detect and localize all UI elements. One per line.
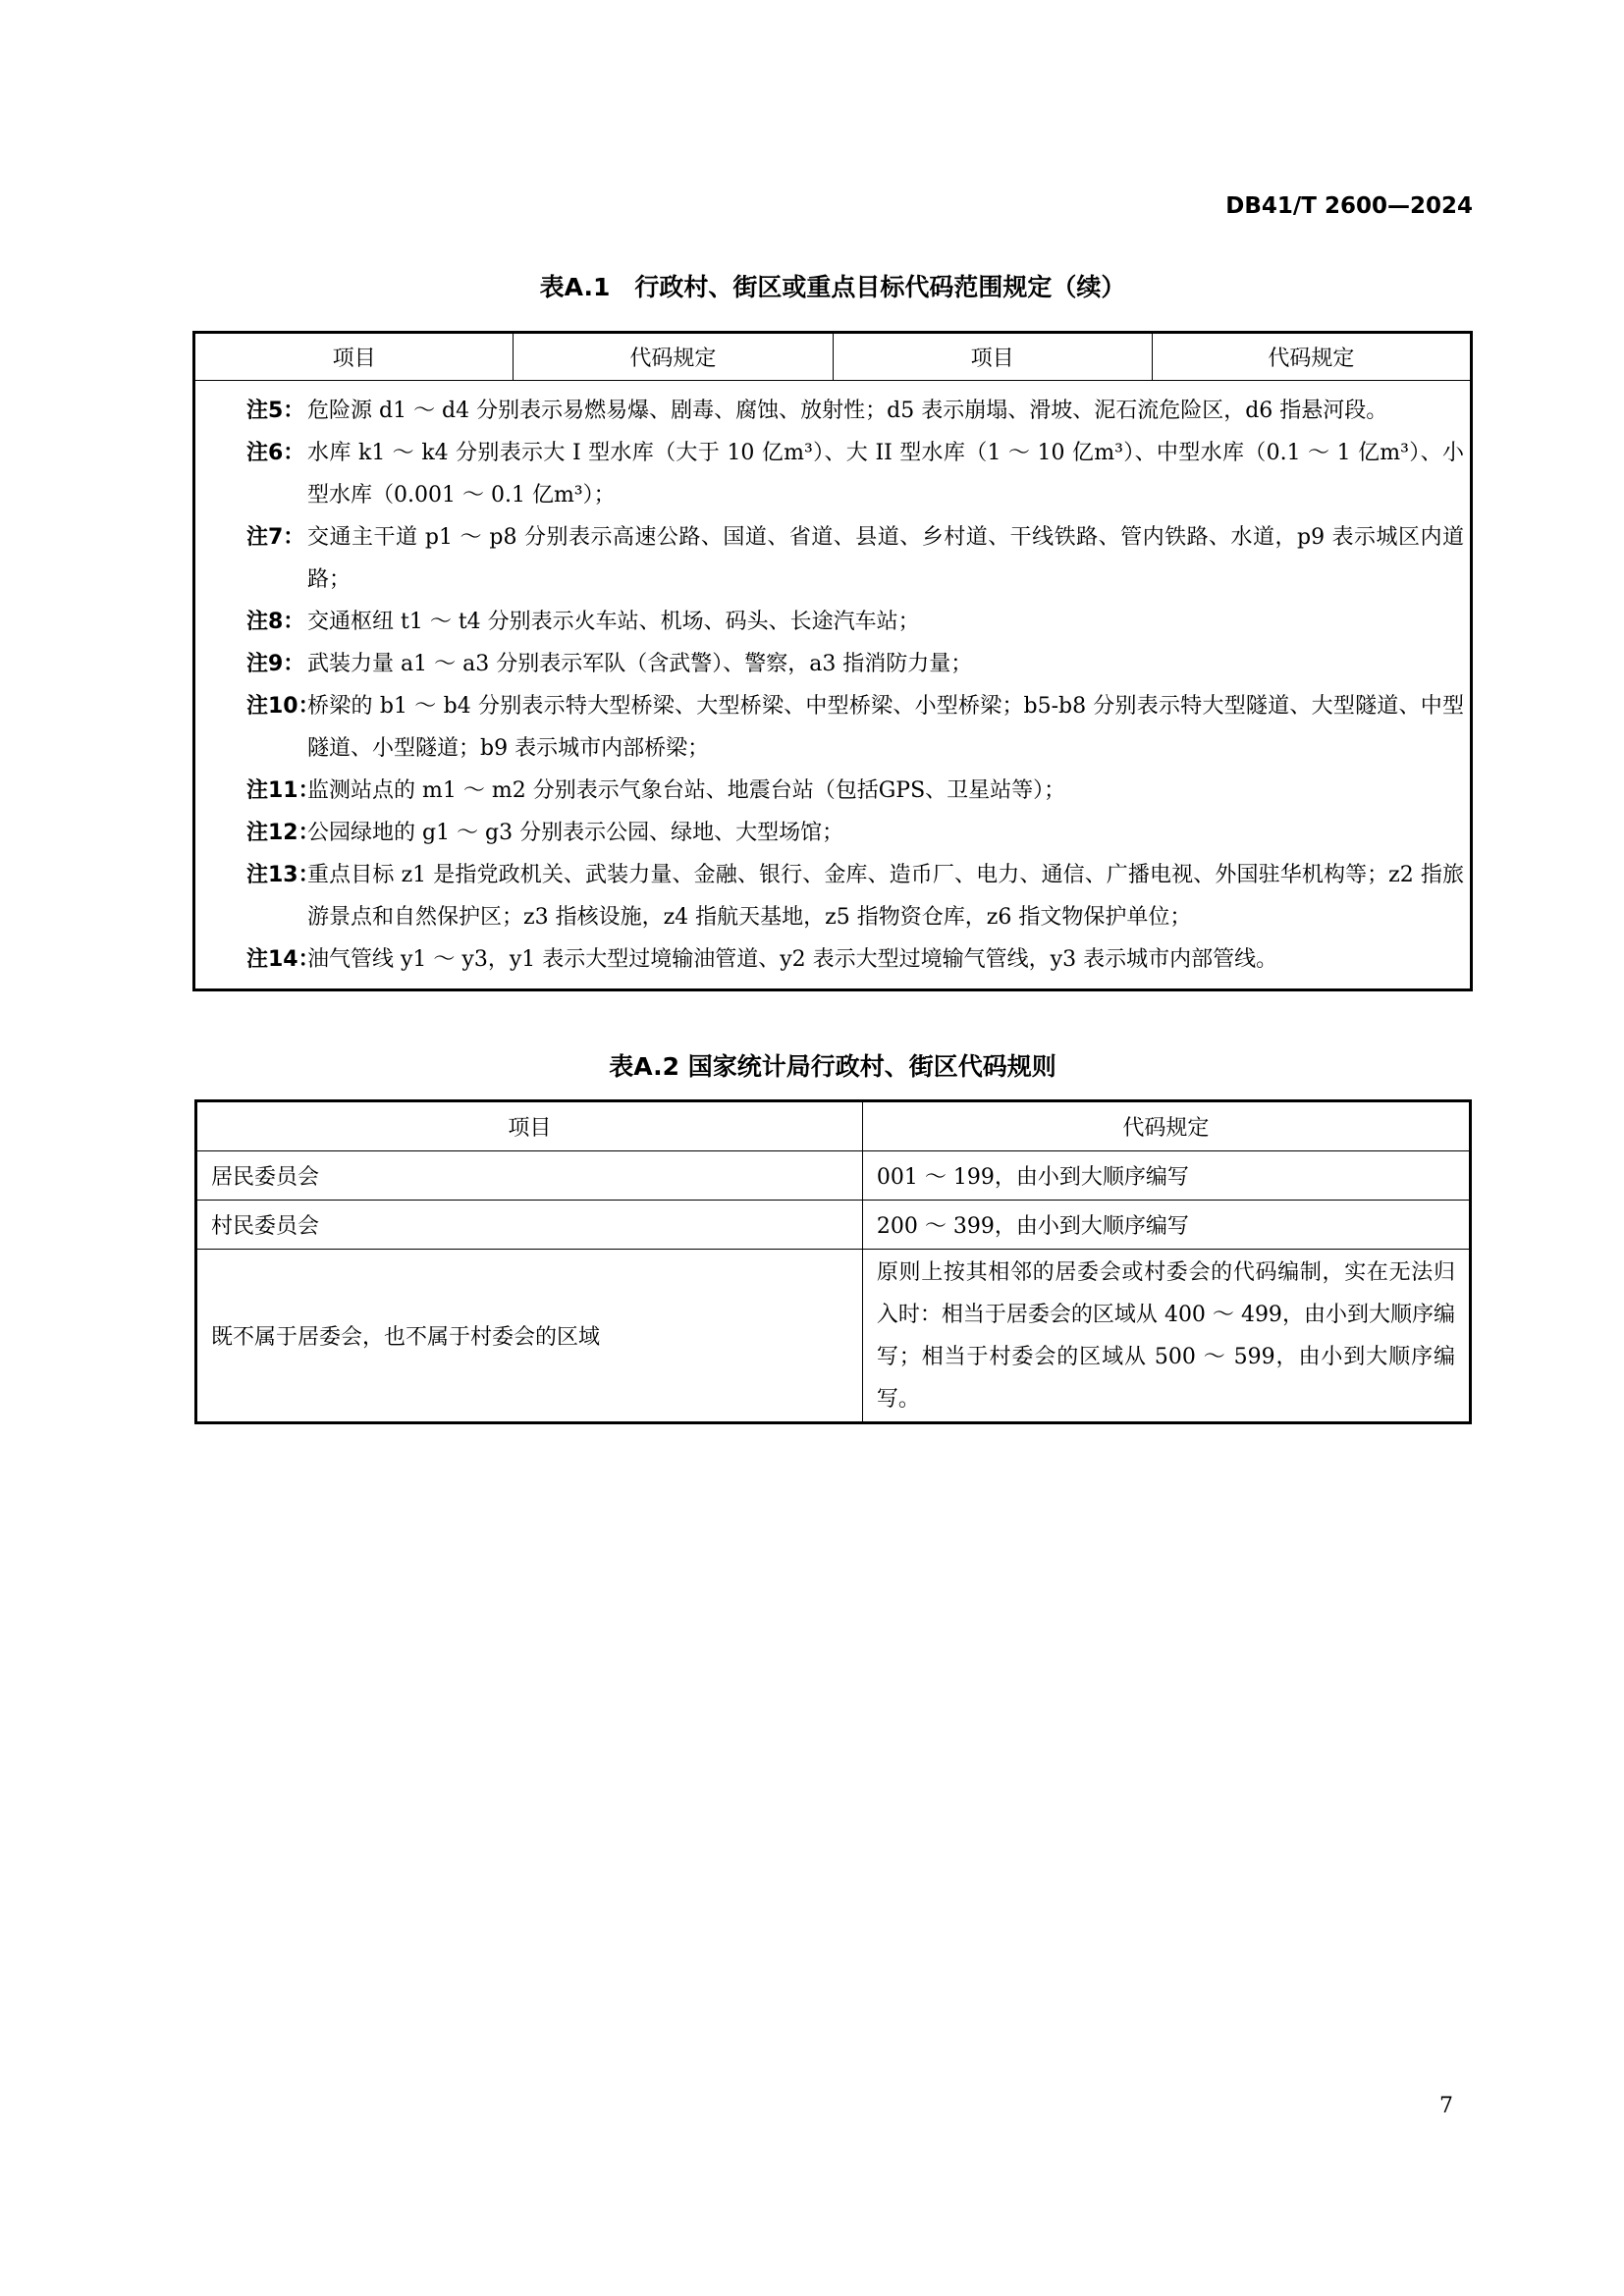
header-item: 项目 xyxy=(833,333,1152,381)
header-code-rule: 代码规定 xyxy=(514,333,833,381)
note-text: 监测站点的 m1 ～ m2 分别表示气象台站、地震台站（包括GPS、卫星站等）； xyxy=(307,778,1066,803)
note-5 xyxy=(195,390,1464,432)
header-item: 项目 xyxy=(196,1101,863,1151)
table-row xyxy=(196,1151,1471,1201)
note-8 xyxy=(195,601,1464,643)
note-label: 注14： xyxy=(246,947,320,972)
header-item: 项目 xyxy=(194,333,514,381)
notes-cell xyxy=(194,381,1472,990)
note-11 xyxy=(195,770,1464,812)
note-7 xyxy=(195,516,1464,601)
table1-caption: 表A.1 行政村、街区或重点目标代码范围规定（续） xyxy=(539,273,1126,301)
note-label: 注12： xyxy=(246,821,320,845)
row-rule: 原则上按其相邻的居委会或村委会的代码编制，实在无法归入时：相当于居委会的区域从 400 ～ 499，由小到大顺序编写；相当于村委会的区域从 500 ～ 599，由小到大顺序编写。 xyxy=(862,1250,1470,1423)
note-13 xyxy=(195,854,1464,938)
page-number: 7 xyxy=(1439,2094,1453,2118)
note-10 xyxy=(195,685,1464,770)
note-12 xyxy=(195,812,1464,854)
row-item: 既不属于居委会，也不属于村委会的区域 xyxy=(196,1250,863,1423)
row-item: 居民委员会 xyxy=(196,1151,863,1201)
note-9 xyxy=(195,643,1464,685)
header-code-rule: 代码规定 xyxy=(1152,333,1471,381)
note-text: 桥梁的 b1 ～ b4 分别表示特大型桥梁、大型桥梁、中型桥梁、小型桥梁；b5-b8 分别表示特大型隧道、大型隧道、中型隧道、小型隧道；b9 表示城市内部桥梁； xyxy=(307,694,1464,761)
table1-notes-row xyxy=(194,381,1472,990)
row-rule: 200 ～ 399，由小到大顺序编写 xyxy=(862,1201,1470,1250)
note-label: 注5： xyxy=(246,399,305,423)
note-text: 武装力量 a1 ～ a3 分别表示军队（含武警）、警察，a3 指消防力量； xyxy=(307,652,973,676)
row-rule: 001 ～ 199，由小到大顺序编写 xyxy=(862,1151,1470,1201)
note-text: 危险源 d1 ～ d4 分别表示易燃易爆、剧毒、腐蚀、放射性；d5 表示崩塌、滑坡、泥石流危险区，d6 指悬河段。 xyxy=(307,399,1388,423)
table-row xyxy=(196,1250,1471,1423)
note-text: 交通枢纽 t1 ～ t4 分别表示火车站、机场、码头、长途汽车站； xyxy=(307,610,920,634)
note-text: 重点目标 z1 是指党政机关、武装力量、金融、银行、金库、造币厂、电力、通信、广播电视、外国驻华机构等；z2 指旅游景点和自然保护区；z3 指核设施，z4 指航天基地，z5 指物资仓库，z6 指文物保护单位； xyxy=(307,863,1464,930)
note-label: 注13： xyxy=(246,863,320,887)
note-text: 公园绿地的 g1 ～ g3 分别表示公园、绿地、大型场馆； xyxy=(307,821,844,845)
note-text: 交通主干道 p1 ～ p8 分别表示高速公路、国道、省道、县道、乡村道、干线铁路、管内铁路、水道，p9 表示城区内道路； xyxy=(307,525,1464,592)
note-text: 水库 k1 ～ k4 分别表示大 I 型水库（大于 10 亿m³）、大 II 型水库（1 ～ 10 亿m³）、中型水库（0.1 ～ 1 亿m³）、小型水库（0.001 ～ 0.1 亿m³）； xyxy=(307,441,1464,507)
table2-header-row xyxy=(196,1101,1471,1151)
note-label: 注7： xyxy=(246,525,305,550)
note-14 xyxy=(195,938,1464,981)
note-label: 注9： xyxy=(246,652,305,676)
table1-header-row xyxy=(194,333,1472,381)
header-code-rule: 代码规定 xyxy=(862,1101,1470,1151)
table-a1-continued xyxy=(192,331,1473,991)
table-a2 xyxy=(194,1099,1472,1424)
document-code: DB41/T 2600—2024 xyxy=(1225,193,1473,219)
note-text: 油气管线 y1 ～ y3，y1 表示大型过境输油管道、y2 表示大型过境输气管线，y3 表示城市内部管线。 xyxy=(307,947,1278,972)
note-label: 注10： xyxy=(246,694,320,719)
note-label: 注11： xyxy=(246,778,320,803)
note-label: 注8： xyxy=(246,610,305,634)
note-6 xyxy=(195,432,1464,516)
row-item: 村民委员会 xyxy=(196,1201,863,1250)
note-label: 注6： xyxy=(246,441,305,465)
table2-caption: 表A.2 国家统计局行政村、街区代码规则 xyxy=(609,1052,1056,1081)
table-row xyxy=(196,1201,1471,1250)
